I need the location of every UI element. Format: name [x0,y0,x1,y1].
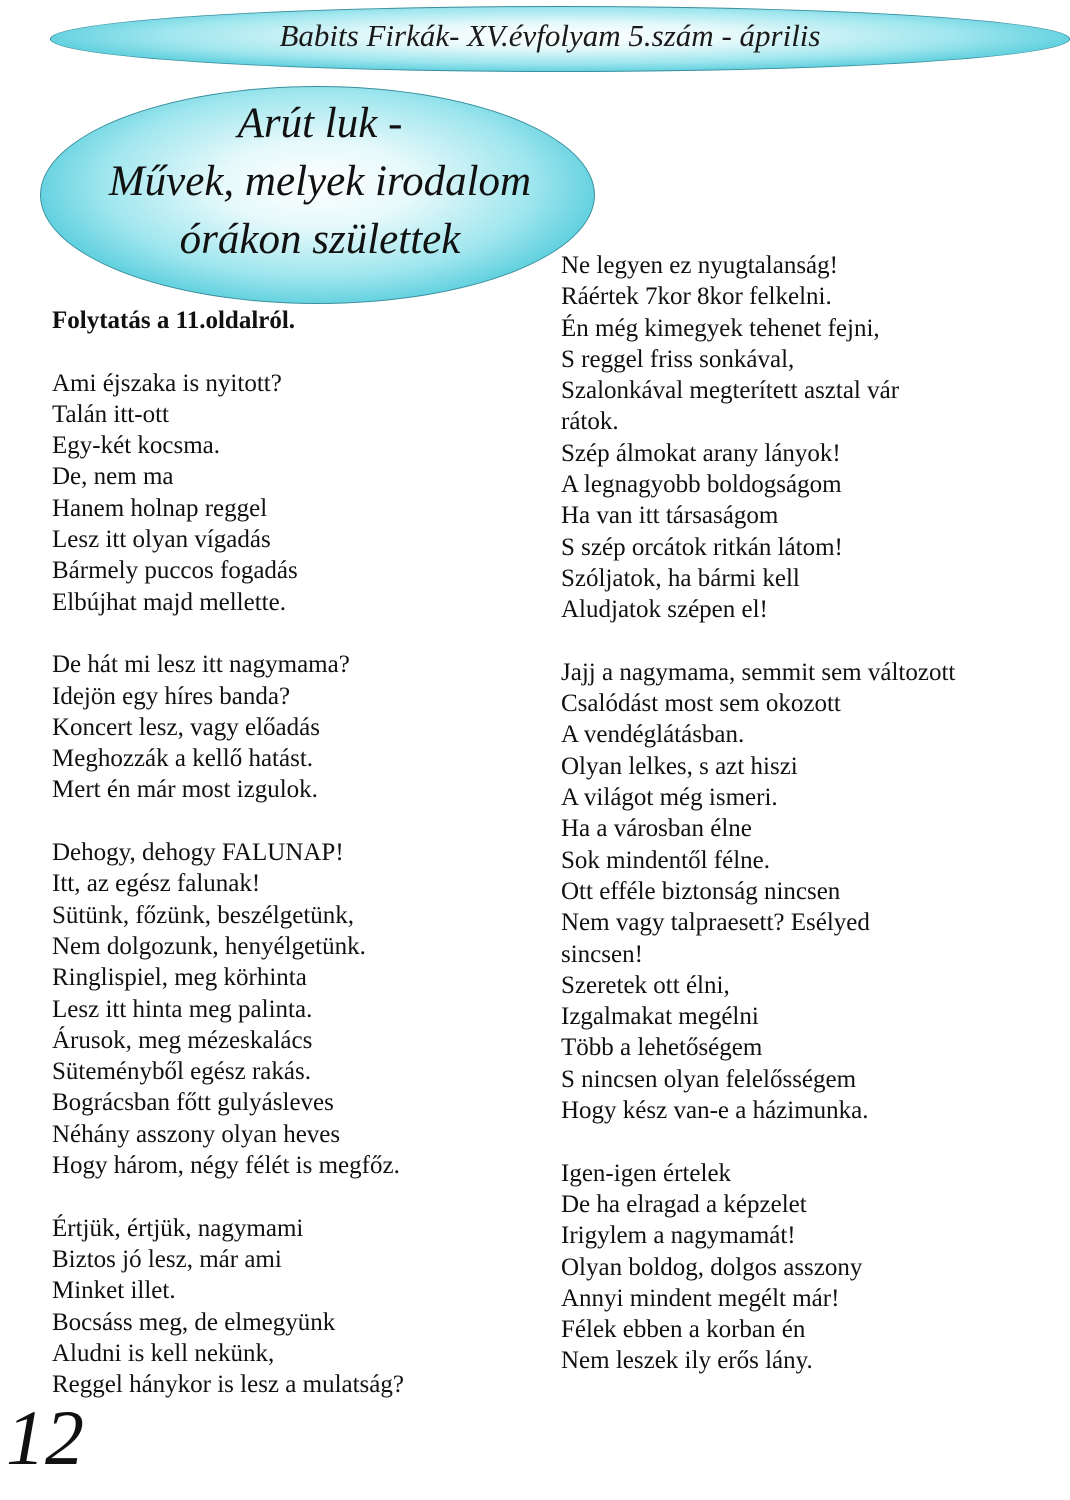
stanza-gap [52,1181,404,1212]
poem-line: Aludjatok szépen el! [561,596,768,624]
poem-line: Jajj a nagymama, semmit sem változott [561,658,956,686]
poem-line: De hát mi lesz itt nagymama? [52,651,350,679]
poem-line: Ne legyen ez nyugtalanság! [561,252,838,279]
left-text-column [52,305,404,1400]
poem-line: Itt, az egész falunak! [52,870,261,898]
poem-line: Meghozzák a kellő hatást. [52,745,314,773]
stanza-gap [52,806,404,837]
poem-line: Hogy kész van-e a házimunka. [561,1097,869,1125]
poem-line: Szeretek ott élni, [561,971,730,999]
poem-line: Aludni is kell nekünk, [52,1339,275,1367]
poem-line: Ha van itt társaságom [561,502,779,530]
poem-line: Ami éjszaka is nyitott? [52,369,282,397]
poem-line: Olyan lelkes, s azt hiszi [561,752,798,780]
poem-line: Dehogy, dehogy FALUNAP! [52,839,344,867]
poem-line: Talán itt-ott [52,400,169,428]
poem-line: rátok. [561,408,619,436]
article-title [70,95,570,269]
poem-line: Annyi mindent megélt már! [561,1284,840,1312]
poem-line: Szóljatok, ha bármi kell [561,564,800,592]
poem-line: Bográcsban főtt gulyásleves [52,1089,334,1117]
poem-line: Egy-két kocsma. [52,432,221,460]
title-line: Arút luk - [237,100,403,147]
stanza-gap [52,336,404,367]
poem-line: Csalódást most sem okozott [561,690,841,718]
poem-line: Szép álmokat arany lányok! [561,439,841,467]
poem-line: A vendéglátásban. [561,721,745,749]
poem-line: Irigylem a nagymamát! [561,1222,796,1250]
stanza-gap [561,1126,955,1157]
poem-line: Nem leszek ily erős lány. [561,1347,813,1375]
poem-line: Süteményből egész rakás. [52,1058,311,1086]
poem-line: Hogy három, négy félét is megfőz. [52,1152,400,1180]
poem-line: Szalonkával megterített asztal vár [561,377,900,405]
poem-line: Ott efféle biztonság nincsen [561,877,841,905]
poem-line: Izgalmakat megélni [561,1003,759,1031]
poem-line: Koncert lesz, vagy előadás [52,713,320,741]
poem-line: Lesz itt hinta meg palinta. [52,995,313,1023]
title-line: órákon születtek [179,216,461,263]
poem-line: Lesz itt olyan vígadás [52,526,271,554]
poem-line: Bármely puccos fogadás [52,557,298,585]
right-text-column [561,250,955,1377]
poem-line: S reggel friss sonkával, [561,345,795,373]
title-line: Művek, melyek irodalom [108,158,532,205]
poem-line: Elbújhat majd mellette. [52,588,286,616]
poem-line: Bocsáss meg, de elmegyünk [52,1308,336,1336]
right-stanzas [561,250,955,1377]
poem-line: Ringlispiel, meg körhinta [52,964,307,992]
poem-line: Ráértek 7kor 8kor felkelni. [561,283,832,311]
poem-line: Igen-igen értelek [561,1159,732,1187]
left-stanzas [52,368,404,1401]
poem-line: Nem vagy talpraesett? Esélyed [561,909,870,937]
poem-line: Értjük, értjük, nagymami [52,1214,304,1242]
poem-line: Biztos jó lesz, már ami [52,1245,282,1273]
publication-header: Babits Firkák- XV.évfolyam 5.szám - április [279,18,821,53]
poem-line: Nem dolgozunk, henyélgetünk. [52,932,366,960]
poem-line: A világot még ismeri. [561,784,778,812]
poem-line: S nincsen olyan felelősségem [561,1065,857,1093]
continuation-note: Folytatás a 11.oldalról. [52,307,296,334]
stanza-gap [561,626,955,657]
stanza-gap [52,618,404,649]
poem-line: Több a lehetőségem [561,1034,763,1062]
poem-line: Ha a városban élne [561,815,752,843]
poem-line: Árusok, meg mézeskalács [52,1026,313,1054]
poem-line: sincsen! [561,940,643,968]
poem-line: S szép orcátok ritkán látom! [561,533,843,561]
poem-line: Néhány asszony olyan heves [52,1120,341,1148]
poem-line: Minket illet. [52,1277,176,1305]
page-number: 12 [6,1394,84,1481]
poem-line: Hanem holnap reggel [52,494,268,522]
poem-line: A legnagyobb boldogságom [561,471,842,499]
poem-line: De, nem ma [52,463,174,491]
poem-line: Sütünk, főzünk, beszélgetünk, [52,901,355,929]
poem-line: De ha elragad a képzelet [561,1190,807,1218]
poem-line: Olyan boldog, dolgos asszony [561,1253,863,1281]
poem-line: Mert én már most izgulok. [52,776,318,804]
poem-line: Félek ebben a korban én [561,1316,806,1344]
poem-line: Én még kimegyek tehenet fejni, [561,314,880,342]
poem-line: Idejön egy híres banda? [52,682,291,710]
poem-line: Sok mindentől félne. [561,846,770,874]
poem-line: Reggel hánykor is lesz a mulatság? [52,1371,404,1399]
